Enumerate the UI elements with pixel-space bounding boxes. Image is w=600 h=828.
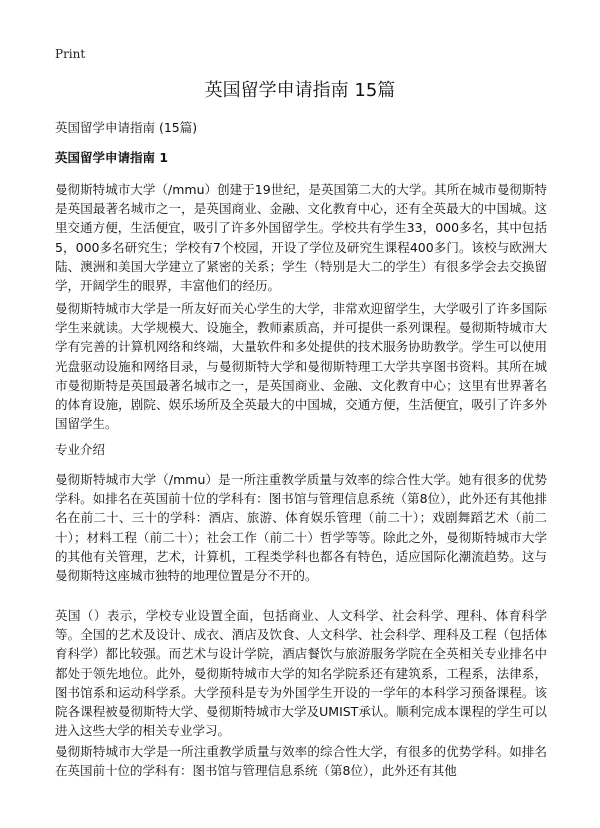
intro-paragraph-2: 曼彻斯特城市大学是一所友好而关心学生的大学，非常欢迎留学生，大学吸引了许多国际学生来就读。大学规模大、设施全，教师素质高，并可提供一系列课程。曼彻斯特城市大学有完善的计算机网络和终端，大量软件和多处提供的技术服务协助教学。学生可以使用光盘驱动设施和网络目录，与曼彻斯特大学和曼彻斯特理工大学共享图书资料。其所在城市曼彻斯特是英国最著名城市之一，是英国商业、金融、文化教育中心；这里有世界著名的体育设施，剧院、娱乐场所及全英最大的中国城，交通方便，生活便宜，吸引了许多外国留学生。 <box>55 301 547 432</box>
major-paragraph-1: 曼彻斯特城市大学（/mmu）是一所注重教学质量与效率的综合性大学。她有很多的优势学科。如排名在英国前十位的学科有：图书馆与管理信息系统（第8位），此外还有其他排名在前二十、三十的学科：酒店、旅游、体育娱乐管理（前二十）；戏剧舞蹈艺术（前二十）；材料工程（前二十）；社会工作（前二十）哲学等等。除此之外，曼彻斯特城市大学的其他有关管理，艺术，计算机，工程类学科也都各有特色，适应国际化潮流趋势。这与曼彻斯特这座城市独特的地理位置是分不开的。 <box>55 472 547 584</box>
intro-paragraph-1: 曼彻斯特城市大学（/mmu）创建于19世纪，是英国第二大的大学。其所在城市曼彻斯特是英国最著名城市之一，是英国商业、金融、文化教育中心，还有全英最大的中国城。这里交通方便，生活便宜，吸引了许多外国留学生。学校共有学生33，000多名，其中包括5，000多名研究生；学校有7个校园，开设了学位及研究生课程400多门。该校与欧洲大陆、澳洲和美国大学建立了紧密的关系；学生（特别是大二的学生）有很多学会去交换留学，开阔学生的眼界，丰富他们的经历。 <box>55 182 547 294</box>
major-introduction-label: 专业介绍 <box>55 442 106 457</box>
major-paragraph-3: 曼彻斯特城市大学是一所注重教学质量与效率的综合性大学，有很多的优势学科。如排名在英国前十位的学科有：图书馆与管理信息系统（第8位），此外还有其他 <box>55 744 547 779</box>
document-subtitle: 英国留学申请指南 (15篇) <box>55 120 198 135</box>
print-link[interactable]: Print <box>55 47 86 61</box>
major-paragraph-2: 英国（）表示，学校专业设置全面，包括商业、人文科学、社会科学、理科、体育科学等。全国的艺术及设计、成衣、酒店及饮食、人文科学、社会科学、理科及工程（包括体育科学）都比较强。而艺术与设计学院，酒店餐饮与旅游服务学院在全英相关专业排名中都处于领先地位。此外，曼彻斯特城市大学的知名学院系还有建筑系，工程系，法律系，图书馆系和运动科学系。大学预科是专为外国学生开设的一学年的本科学习预备课程。该院各课程被曼彻斯特大学、曼彻斯特城市大学及UMIST承认。顺利完成本课程的学生可以进入这些大学的相关专业学习。 <box>55 608 547 739</box>
section-heading: 英国留学申请指南 1 <box>55 150 169 165</box>
document-title: 英国留学申请指南 15篇 <box>204 80 396 101</box>
